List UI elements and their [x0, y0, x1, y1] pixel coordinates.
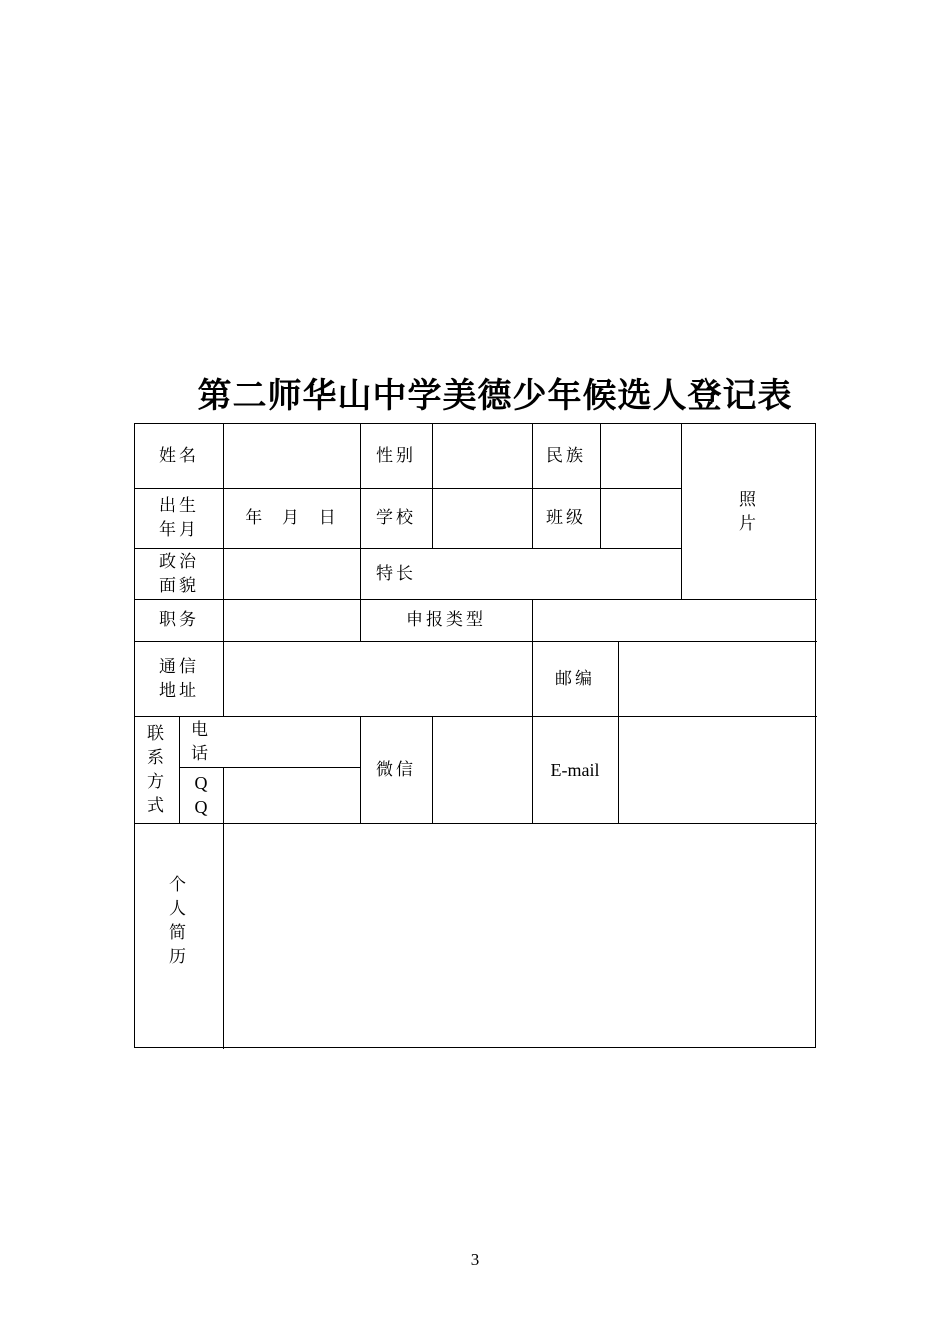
- label-qq-1: Q: [194, 773, 208, 793]
- postcode-field[interactable]: [619, 641, 817, 716]
- label-politics-1: 政治: [159, 551, 199, 572]
- label-resume: [135, 823, 223, 1049]
- label-phone-2: 话: [191, 743, 211, 764]
- qq-field[interactable]: [224, 767, 360, 823]
- politics-field[interactable]: [224, 548, 360, 599]
- label-resume-3: 简: [169, 923, 189, 943]
- label-position: 职务: [159, 610, 199, 630]
- label-apply-type: 申报类型: [406, 610, 486, 630]
- label-name: 姓名: [159, 446, 199, 466]
- label-contact: [135, 716, 179, 823]
- label-birth-2: 年月: [159, 520, 199, 540]
- label-contact-3: 方: [147, 771, 167, 792]
- birth-date-field[interactable]: [224, 488, 360, 548]
- label-specialty: 特长: [376, 563, 416, 584]
- label-birth-1: 出生: [159, 496, 199, 516]
- photo-area[interactable]: [681, 424, 817, 599]
- label-address-1: 通信: [159, 656, 199, 677]
- label-address: [135, 641, 223, 716]
- registration-form: [134, 423, 816, 1048]
- position-field[interactable]: [224, 599, 360, 641]
- label-qq: [179, 767, 223, 823]
- apply-type-field[interactable]: [533, 599, 817, 641]
- label-birth: [135, 488, 223, 548]
- photo-label-2: 片: [739, 513, 759, 534]
- label-phone: [179, 716, 223, 767]
- label-contact-4: 式: [147, 795, 167, 816]
- label-contact-1: 联: [147, 723, 167, 744]
- label-resume-4: 历: [169, 947, 189, 967]
- label-politics: [135, 548, 223, 599]
- label-gender: 性别: [376, 446, 416, 466]
- gender-field[interactable]: [433, 424, 532, 488]
- label-phone-1: 电: [191, 719, 211, 740]
- label-address-2: 地址: [159, 680, 199, 701]
- ethnicity-field[interactable]: [601, 424, 681, 488]
- school-field[interactable]: [433, 488, 532, 548]
- photo-label-1: 照: [739, 489, 759, 510]
- label-school: 学校: [376, 508, 416, 528]
- label-postcode: 邮编: [555, 668, 595, 689]
- specialty-field[interactable]: [433, 548, 681, 599]
- name-field[interactable]: [224, 424, 360, 488]
- label-qq-2: Q: [194, 797, 208, 817]
- label-ethnicity: 民族: [546, 446, 586, 466]
- page-number: 3: [470, 1250, 480, 1269]
- birth-date-format: 年 月 日: [245, 508, 339, 528]
- resume-field[interactable]: [224, 823, 817, 1049]
- label-politics-2: 面貌: [159, 575, 199, 596]
- label-resume-2: 人: [169, 899, 189, 919]
- form-title: 第二师华山中学美德少年候选人登记表: [197, 376, 793, 416]
- label-resume-1: 个: [169, 875, 189, 895]
- email-field[interactable]: [619, 716, 817, 823]
- label-wechat: 微信: [376, 759, 416, 780]
- label-class: 班级: [546, 508, 586, 528]
- label-email: E-mail: [550, 759, 600, 780]
- phone-field[interactable]: [224, 716, 360, 767]
- class-field[interactable]: [601, 488, 681, 548]
- address-field[interactable]: [224, 641, 532, 716]
- label-contact-2: 系: [147, 747, 167, 768]
- wechat-field[interactable]: [433, 716, 532, 823]
